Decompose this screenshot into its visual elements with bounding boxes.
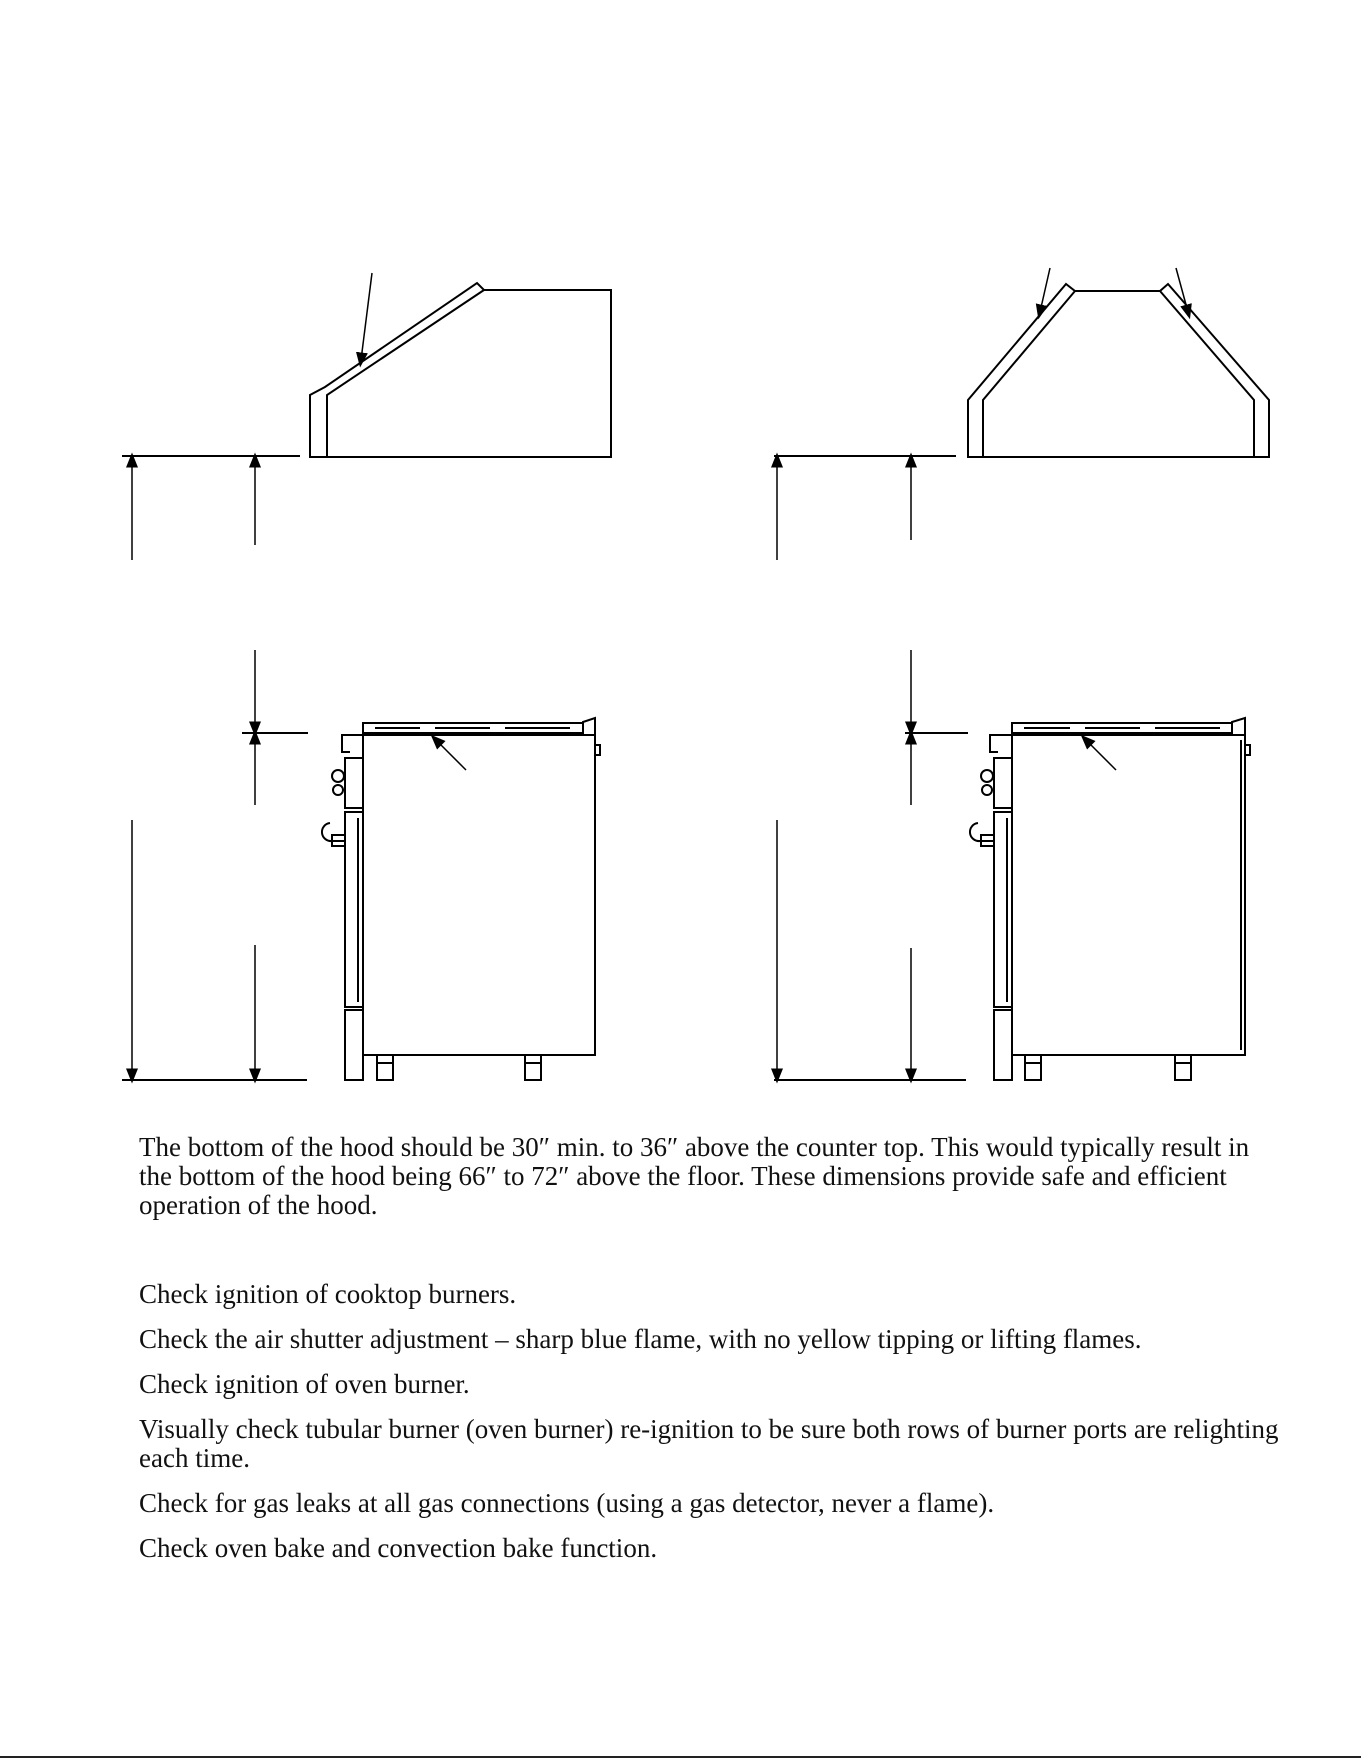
left-cooktop-pointer: [436, 740, 466, 770]
checklist-item: Check for gas leaks at all gas connections (using a gas detector, never a flame).: [139, 1488, 995, 1518]
startup-checklist: [139, 1280, 1289, 1579]
right-cooktop-pointer: [1086, 740, 1116, 770]
right-assembly: [774, 268, 1269, 1080]
hood-height-instructions: The bottom of the hood should be 30″ min. to 36″ above the counter top. This would typically result in the bottom of the hood being 66″ to 72″ above the floor. These dimensions provide safe and efficient operation of the hood.: [139, 1132, 1250, 1220]
left-wall-hood: [310, 283, 611, 457]
checklist-item: Visually check tubular burner (oven burner) re-ignition to be sure both rows of burner ports are relighting each time.: [139, 1414, 1279, 1473]
right-range-side-view: [970, 718, 1250, 1080]
checklist-item: Check ignition of cooktop burners.: [139, 1279, 517, 1309]
checklist-item: Check oven bake and convection bake function.: [139, 1533, 658, 1563]
left-range-side-view: [322, 718, 600, 1080]
right-island-hood: [968, 284, 1269, 457]
left-assembly: [122, 273, 611, 1080]
left-hood-pointer: [361, 273, 372, 360]
checklist-item: Check the air shutter adjustment – sharp blue flame, with no yellow tipping or lifting flames.: [139, 1324, 1142, 1354]
right-hood-pointer-right: [1176, 268, 1188, 312]
checklist-item: Check ignition of oven burner.: [139, 1369, 470, 1399]
footer-rule: [0, 1756, 1361, 1758]
